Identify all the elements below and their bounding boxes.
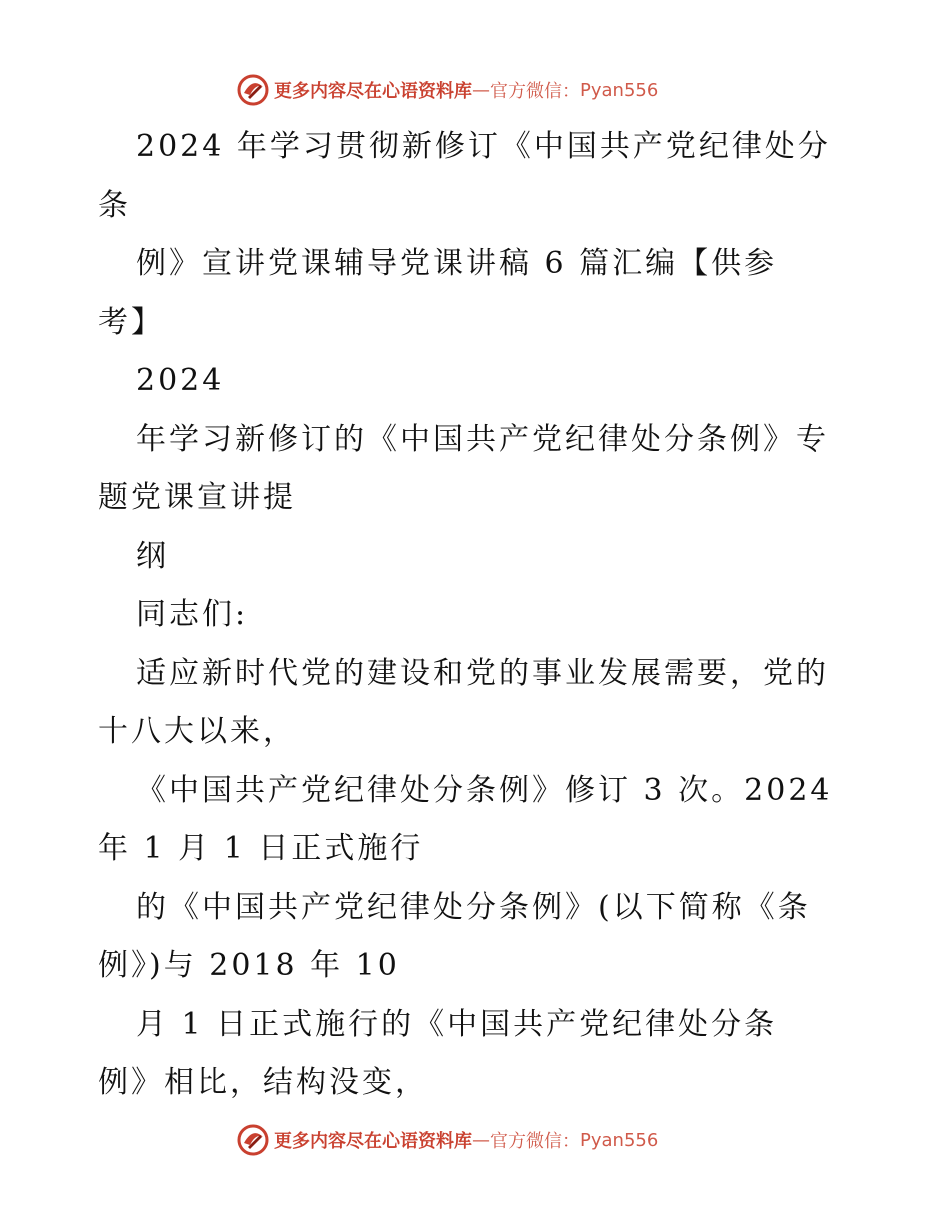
title-line-2: 条 [98, 187, 131, 223]
paragraph-line-4: 年 1 月 1 日正式施行 [98, 831, 424, 866]
subtitle-line-3: 题党课宣讲提 [98, 480, 296, 515]
paragraph-line-2: 十八大以来， [98, 714, 296, 749]
salutation: 同志们: [136, 597, 249, 632]
subtitle-line-1: 2024 [136, 363, 225, 398]
watermark-title: 更多内容尽在心语资料库 [274, 81, 472, 102]
title-line-1: 2024 年学习贯彻新修订《中国共产党纪律处分 [136, 129, 831, 164]
watermark-dash: — [472, 79, 490, 101]
document-body [98, 118, 858, 1113]
subtitle-line-2: 年学习新修订的《中国共产党纪律处分条例》专 [136, 421, 829, 457]
paragraph-line-7: 月 1 日正式施行的《中国共产党纪律处分条 [136, 1006, 778, 1042]
paragraph-line-8: 例》相比，结构没变， [98, 1065, 428, 1100]
watermark-subtitle: 官方微信： [490, 81, 580, 102]
watermark-header [236, 72, 716, 108]
logo-icon [236, 1123, 270, 1157]
paragraph-line-3: 《中国共产党纪律处分条例》修订 3 次。2024 [136, 772, 833, 808]
title-line-4: 考】 [98, 304, 164, 340]
subtitle-line-4: 纲 [136, 538, 169, 574]
watermark-footer [236, 1122, 716, 1158]
watermark-title: 更多内容尽在心语资料库 [274, 1131, 472, 1152]
paragraph-line-6: 例》)与 2018 年 10 [98, 948, 400, 983]
title-line-3: 例》宣讲党课辅导党课讲稿 6 篇汇编【供参 [136, 246, 778, 281]
paragraph-line-5: 的《中国共产党纪律处分条例》(以下简称《条 [136, 889, 811, 925]
logo-icon [236, 73, 270, 107]
paragraph-line-1: 适应新时代党的建设和党的事业发展需要，党的 [136, 655, 829, 691]
watermark-wechat: Pyan556 [580, 79, 659, 101]
watermark-subtitle: 官方微信： [490, 1131, 580, 1152]
watermark-dash: — [472, 1129, 490, 1151]
watermark-wechat: Pyan556 [580, 1129, 659, 1151]
